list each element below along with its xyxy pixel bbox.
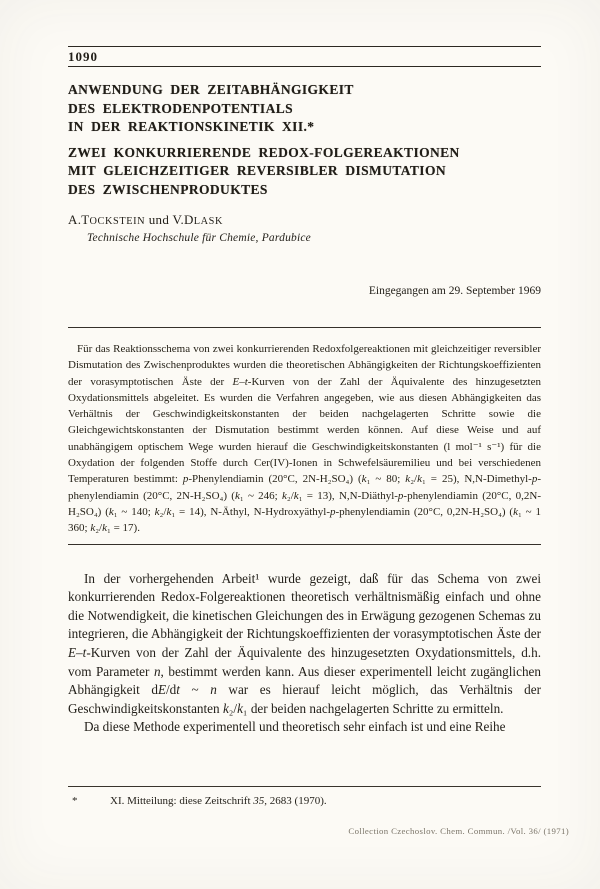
subtitle-line: DES ZWISCHENPRODUKTES [68, 181, 268, 197]
title-line: IN DER REAKTIONSKINETIK XII.* [68, 119, 315, 134]
received-date: Eingegangen am 29. September 1969 [368, 285, 541, 297]
page-number: 1090 [68, 49, 98, 64]
subtitle-line: MIT GLEICHZEITIGER REVERSIBLER DISMUTATION [68, 163, 447, 178]
author-name: V.D [172, 212, 194, 227]
body-paragraph: In der vorhergehenden Arbeit¹ wurde gezeigt, daß für das Schema von zwei konkurrierenden Redox-Folgereaktionen theoretisch verhältnismäßig einfach und ohne die Notwendigkeit, die kinetischen Gleichungen des in Erwägung gezogenen Schemas zu integrieren, die Abhängigkeit der Richtungskoeffizienten der vorasymptotischen Äste der E–t-Kurven von der Zahl der Äquivalente des hinzugesetzten Oxydationsmittels, d.h. vom Parameter n, bestimmt werden kann. Aus dieser experimentell leicht zugänglichen Abhängigkeit dE/dt ~ n war es hierauf leicht möglich, das Verhältnis der Geschwindigkeitskonstanten k₂/k₁ der beiden nachgelagerten Schritte zu ermitteln. [68, 570, 541, 716]
body-paragraph: Da diese Methode experimentell und theoretisch sehr einfach ist und eine Reihe [84, 719, 506, 735]
article-subtitle [68, 144, 541, 200]
page-number-block [68, 46, 541, 67]
byline-separator: und [145, 212, 173, 227]
footnote [68, 786, 541, 807]
author-name-smallcaps: LASK [193, 216, 224, 227]
footnote-text: XI. Mitteilung: diese Zeitschrift 35, 2683 (1970). [110, 795, 327, 807]
author-affiliation: Technische Hochschule für Chemie, Pardubice [87, 232, 311, 244]
title-line: ANWENDUNG DER ZEITABHÄNGIGKEIT [68, 82, 354, 97]
author-name-smallcaps: OCKSTEIN [89, 216, 146, 227]
article-title [68, 81, 541, 137]
article-body [68, 570, 541, 737]
subtitle-line: ZWEI KONKURRIERENDE REDOX-FOLGEREAKTIONEN [68, 144, 460, 160]
title-line: DES ELEKTRODENPOTENTIALS [68, 100, 294, 116]
abstract-text: Für das Reaktionsschema von zwei konkurrierenden Redoxfolgereaktionen mit gleichzeitiger reversibler Dismutation des Zwischenproduktes wurden die theoretischen Abhängigkeiten der Richtungskoeffizienten der vorasymptotischen Äste der E–t-Kurven von der Zahl der Äquivalente des hinzugesetzten Oxydationsmittels abgeleitet. Es wurden die Verfahren angegeben, wie aus diesen Abhängigkeiten das Verhältnis der Geschwindigkeitskonstanten der beiden nachgelagerten Schritte sowie die Gleichgewichtskonstanten der Dismutation bestimmt werden können. Auf diese Weise und auf unabhängigem optischem Wege wurden hierauf die Geschwindigkeitskonstanten (l mol⁻¹ s⁻¹) für die Oxydation der folgenden Stoffe durch Cer(IV)-Ionen in Schwefelsäuremilieu und bei verschiedenen Temperaturen bestimmt: p-Phenylendiamin (20°C, 2N-H₂SO₄) (k₁ ~ 80; k₂/k₁ = 25), N,N-Dimethyl-p-phenylendiamin (20°C, 2N-H₂SO₄) (k₁ ~ 246; k₂/k₁ = 13), N,N-Diäthyl-p-phenylendiamin (20°C, 0,2N-H₂SO₄) (k₁ ~ 140; k₂/k₁ = 14), N-Äthyl, N-Hydroxyäthyl-p-phenylendiamin (20°C, 0,2N-H₂SO₄) (k₁ ~ 1 360; k₂/k₁ = 17). [68, 343, 542, 535]
footnote-marker: * [72, 795, 78, 807]
journal-footer: Collection Czechoslov. Chem. Commun. /Vol. 36/ (1971) [348, 826, 569, 836]
abstract-bottom-rule [68, 544, 541, 545]
abstract-top-rule [68, 327, 541, 328]
author-name: A.T [68, 212, 90, 227]
authors-byline [68, 212, 541, 228]
